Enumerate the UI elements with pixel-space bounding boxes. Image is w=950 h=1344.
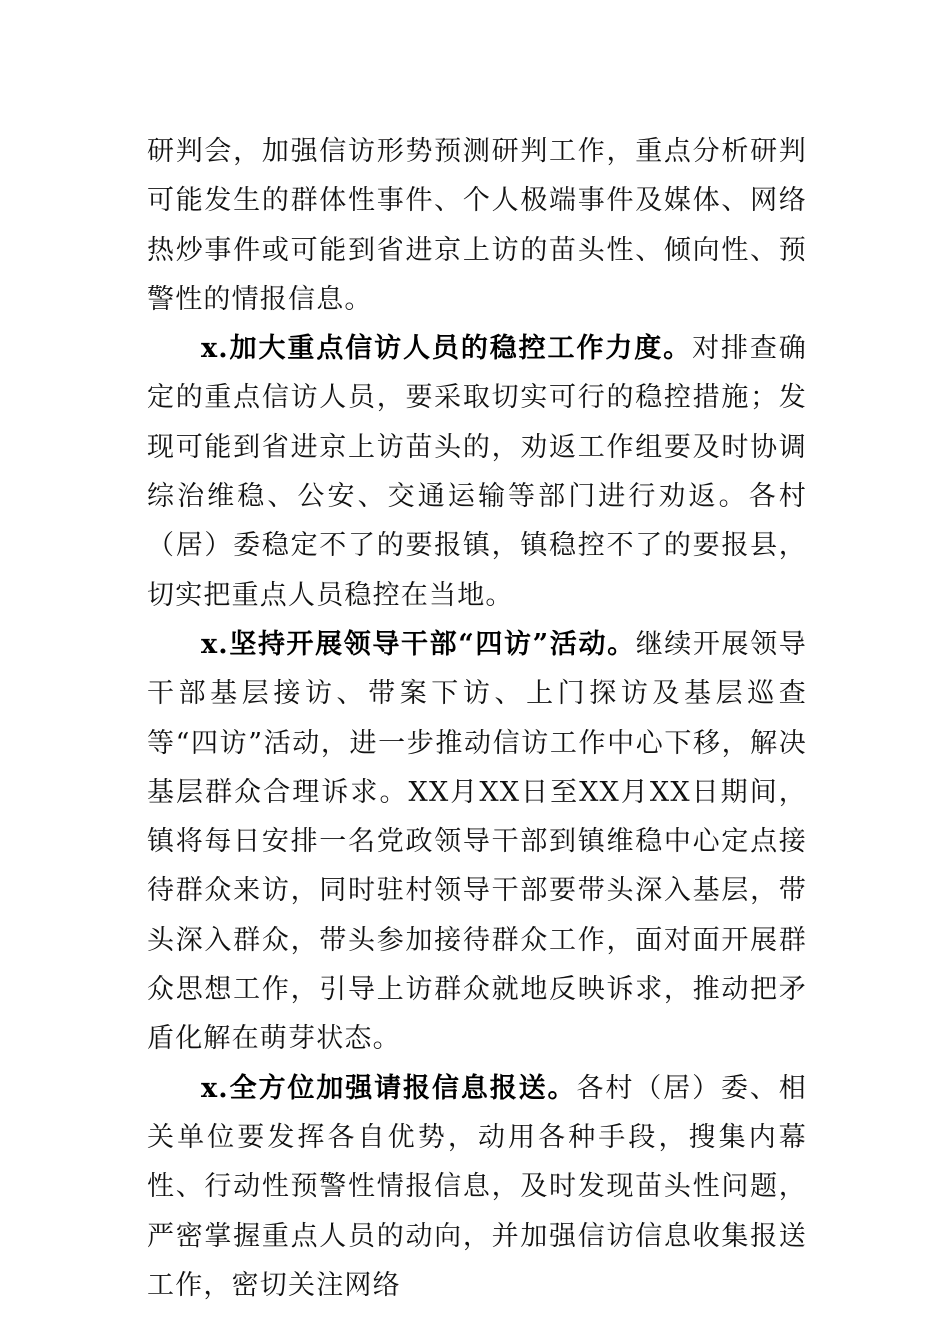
paragraph-information-reporting (147, 1064, 807, 1310)
paragraph-four-visits (147, 620, 807, 1064)
document-body (147, 127, 807, 1310)
paragraph-text: 继续开展领导干部基层接访、带案下访、上门探访及基层巡查等“四访”活动，进一步推动信访工作中心下移，解决基层群众合理诉求。XX月XX日至XX月XX日期间，镇将每日安排一名党政领导干部到镇维稳中心定点接待群众来访，同时驻村领导干部要带头深入基层，带头深入群众，带头参加接待群众工作，面对面开展群众思想工作，引导上访群众就地反映诉求，推动把矛盾化解在萌芽状态。 (147, 628, 807, 1055)
paragraph-heading: x.加大重点信访人员的稳控工作力度。 (201, 333, 693, 365)
paragraph-stability-control (147, 324, 807, 620)
paragraph-text: 各村（居）委、相关单位要发挥各自优势，动用各种手段，搜集内幕性、行动性预警性情报信息，及时发现苗头性问题，严密掌握重点人员的动向，并加强信访信息收集报送工作，密切关注网络 (147, 1072, 808, 1301)
paragraph-heading: x.坚持开展领导干部“四访”活动。 (201, 628, 636, 660)
paragraph-text: 对排查确定的重点信访人员，要采取切实可行的稳控措施；发现可能到省进京上访苗头的，劝返工作组要及时协调综治维稳、公安、交通运输等部门进行劝返。各村（居）委稳定不了的要报镇，镇稳控不了的要报县，切实把重点人员稳控在当地。 (147, 333, 807, 611)
paragraph-text: 研判会，加强信访形势预测研判工作，重点分析研判可能发生的群体性事件、个人极端事件及媒体、网络热炒事件或可能到省进京上访的苗头性、倾向性、预警性的情报信息。 (147, 136, 807, 315)
paragraph-heading: x.全方位加强请报信息报送。 (201, 1072, 577, 1104)
paragraph-continuation (147, 127, 807, 324)
